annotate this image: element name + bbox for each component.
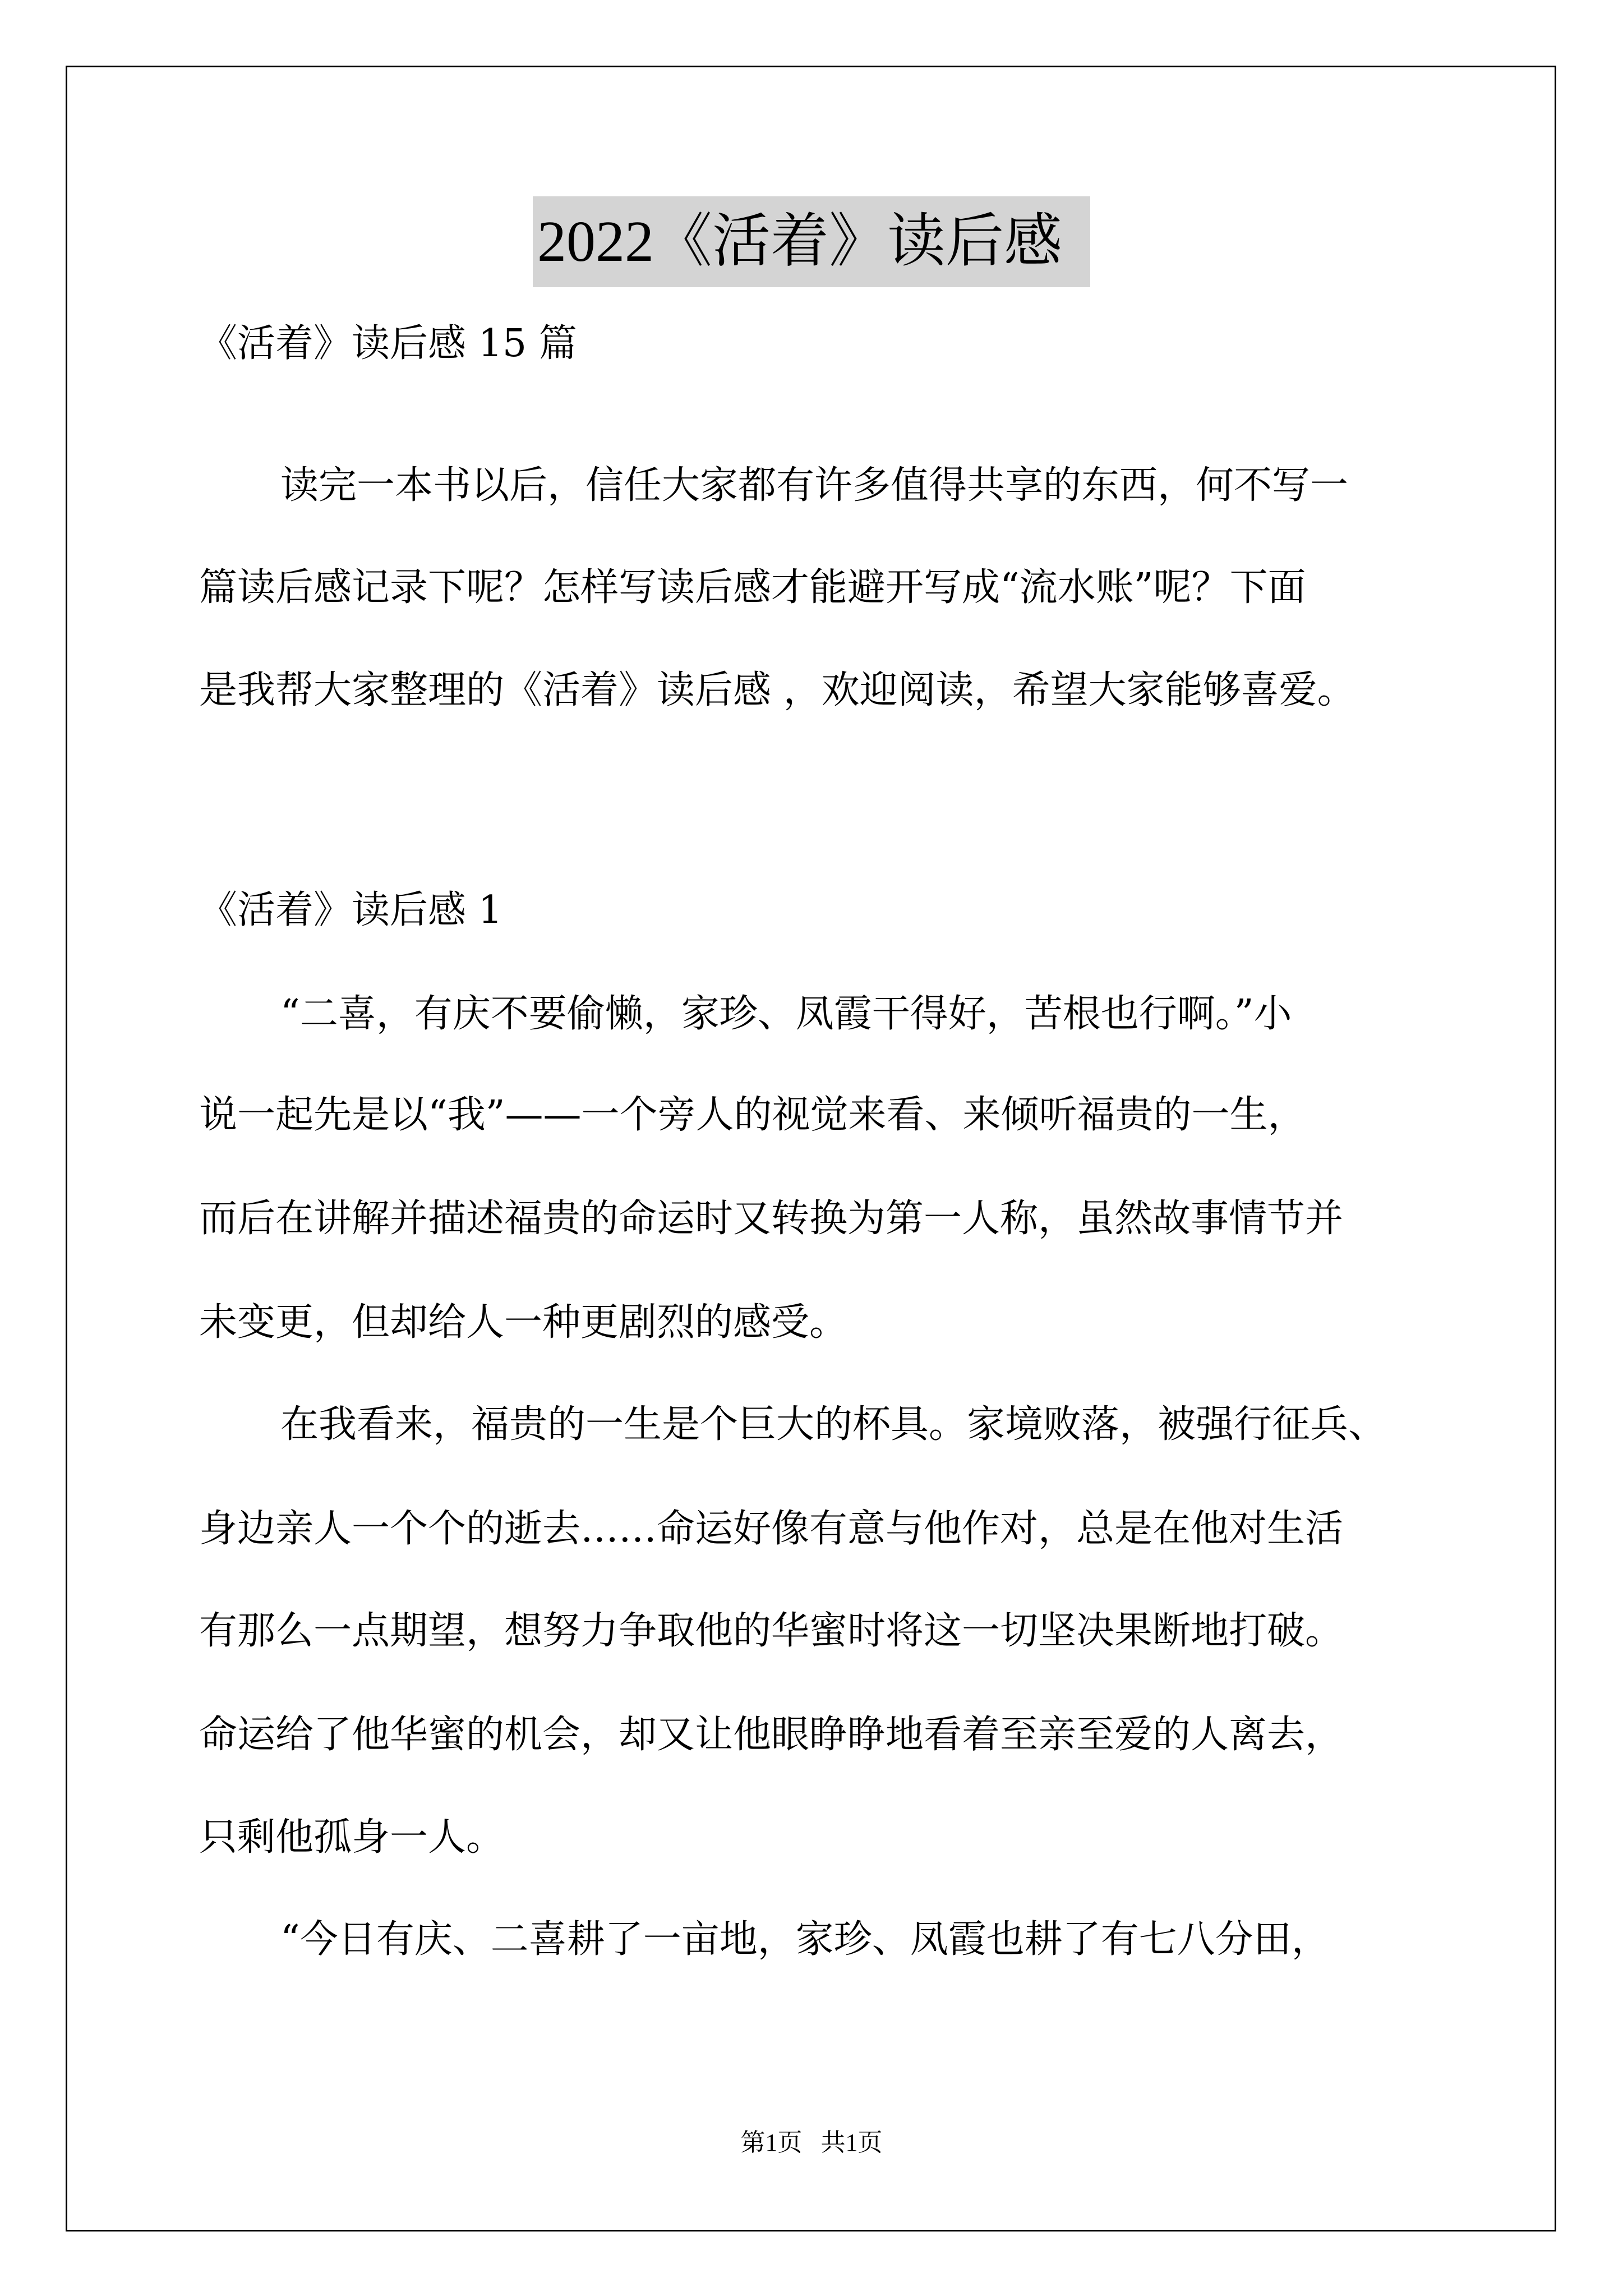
paragraph-line: 说一起先是以“我”——一个旁人的视觉来看、来倾听福贵的一生， — [199, 1093, 1306, 1137]
paragraph-line: 未变更，但却给人一种更剧烈的感受。 — [199, 1300, 848, 1345]
intro-line: 读完一本书以后，信任大家都有许多值得共享的东西，何不写一 — [280, 463, 1349, 508]
paragraph-line: “今日有庆、二喜耕了一亩地，家珍、凤霞也耕了有七八分田， — [280, 1917, 1330, 1962]
intro-line: 是我帮大家整理的《活着》读后感 ，欢迎阅读，希望大家能够喜爱。 — [199, 668, 1355, 712]
paragraph-line: 身边亲人一个个的逝去……命运好像有意与他作对，总是在他对生活 — [199, 1507, 1344, 1551]
paragraph-line: “二喜，有庆不要偷懒，家珍、凤霞干得好，苦根也行啊。”小 — [280, 992, 1292, 1036]
paragraph-line: 而后在讲解并描述福贵的命运时又转换为第一人称，虽然故事情节并 — [199, 1197, 1344, 1241]
page-footer: 第1页 共1页 — [740, 2129, 883, 2156]
intro-line: 篇读后感记录下呢？怎样写读后感才能避开写成“流水账”呢？下面 — [199, 565, 1306, 610]
paragraph-line: 在我看来，福贵的一生是个巨大的杯具。家境败落，被强行征兵、 — [280, 1402, 1387, 1447]
document-title-text: 2022《活着》读后感 — [533, 196, 1090, 287]
paragraph-line: 有那么一点期望，想努力争取他的华蜜时将这一切坚决果断地打破。 — [199, 1609, 1344, 1653]
paragraph-line: 只剩他孤身一人。 — [199, 1815, 505, 1860]
paragraph-line: 命运给了他华蜜的机会，却又让他眼睁睁地看着至亲至爱的人离去， — [199, 1713, 1344, 1757]
section-heading: 《活着》读后感 1 — [199, 888, 502, 932]
page-border — [66, 66, 1556, 2231]
subtitle: 《活着》读后感 15 篇 — [199, 321, 577, 366]
document-title — [0, 196, 1623, 287]
